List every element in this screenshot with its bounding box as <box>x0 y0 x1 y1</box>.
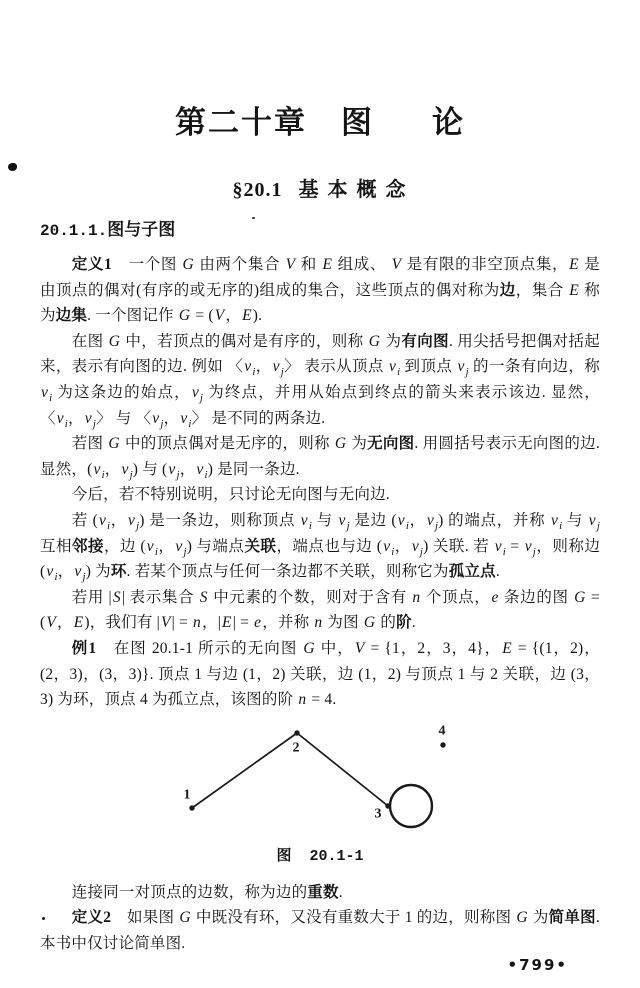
paragraph: 例1 在图 20.1-1 所示的无向图 G 中，V = {1，2，3，4}，E = {(1，2)，(2，3)，(3，3)}. 顶点 1 与边 (1，2) 关联，边 (1，2) 与顶点 1 与 2 关联，边 (3，3) 为环，顶点 4 为孤立点，该图的阶 n = 4. <box>40 639 600 709</box>
vertex-label: 3 <box>374 806 382 822</box>
chapter-title-part: 论 <box>432 105 465 140</box>
paragraph: 连接同一对顶点的边数，称为边的重数. <box>71 883 343 901</box>
vertex-dot <box>440 742 445 747</box>
vertex-dot <box>385 803 390 808</box>
graph-svg <box>150 720 480 832</box>
paragraph: 今后，若不特别说明，只讨论无向图与无向边. <box>71 486 390 504</box>
footer-page-number: •799• <box>507 956 568 974</box>
section-number: §20.1 <box>232 179 283 201</box>
subsection-number: 20.1.1. <box>40 222 108 240</box>
section-title: 基 本 概 念 <box>298 179 408 201</box>
paragraph: 若图 G 中的顶点偶对是无序的，则称 G 为无向图. 用圆括号表示无向图的边. 显然，($v_i$，$v_j$) 与 ($v_j$，$v_i$) 是同一条边. <box>40 435 600 481</box>
vertex-dot <box>189 805 194 810</box>
figure-caption-label: 图 <box>276 847 292 864</box>
vertex-label: 1 <box>183 787 191 803</box>
vertex-label: 2 <box>292 740 300 756</box>
paragraph: 定义1 一个图 G 由两个集合 V 和 E 组成、 V 是有限的非空顶点集，E 是由顶点的偶对(有序的或无序的)组成的集合，这些顶点的偶对称为边，集合 E 称为边集. 一个图记作 G = (V，E). <box>40 256 600 325</box>
body-text-below-figure <box>40 880 600 957</box>
figure-caption-number: 20.1-1 <box>309 847 364 865</box>
subsection-title: 图与子图 <box>107 220 176 239</box>
chapter-title-part: 第二十章 <box>175 105 307 140</box>
edge-line <box>297 733 388 806</box>
page-content <box>40 0 600 956</box>
vertex-dot <box>294 730 299 735</box>
ink-speck <box>8 163 17 171</box>
paragraph: 在图 G 中，若顶点的偶对是有序的，则称 G 为有向图. 用尖括号把偶对括起来，表示有向图的边. 例如 〈$v_i$，$v_j$〉 表示从顶点 $v_i$ 到顶点 $v_j$ 的一条有向边，称 $v_i$ 为这条边的始点，$v_j$ 为终点，并用从始点到终点的箭头来表示该边. 显然，〈$v_i$，$v_j$〉 与 〈$v_j$，$v_i$〉 是不同的两条边. <box>40 332 601 430</box>
chapter-title <box>40 102 600 144</box>
graph-figure <box>40 720 600 832</box>
paragraph: 若用 |S| 表示集合 S 中元素的个数，则对于含有 n 个顶点，e 条边的图 G = (V，E)，我们有 |V| = n，|E| = e，并称 n 为图 G 的阶. <box>40 588 600 632</box>
subsection-heading <box>40 218 600 243</box>
section-heading <box>40 178 600 202</box>
chapter-title-part: 图 <box>341 105 374 140</box>
paragraph: 定义2 如果图 G 中既没有环，又没有重数大于 1 的边，则称图 G 为简单图. 本书中仅讨论简单图. <box>40 909 600 952</box>
figure-caption <box>40 847 600 866</box>
paragraph: 若 ($v_i$，$v_j$) 是一条边，则称顶点 $v_i$ 与 $v_j$ 是边 ($v_i$，$v_j$) 的端点，并称 $v_i$ 与 $v_j$ 互相邻接，边 ($v_i$，$v_j$) 与端点关联，端点也与边 ($v_i$，$v_j$) 关联. 若 $v_i = v_j$，则称边 ($v_i$，$v_j$) 为环. 若某个顶点与任何一条边都不关联，则称它为孤立点. <box>40 511 601 584</box>
loop-edge <box>390 785 432 827</box>
body-text-above-figure <box>40 252 600 713</box>
vertex-label: 4 <box>438 723 446 739</box>
edge-line <box>192 733 297 808</box>
